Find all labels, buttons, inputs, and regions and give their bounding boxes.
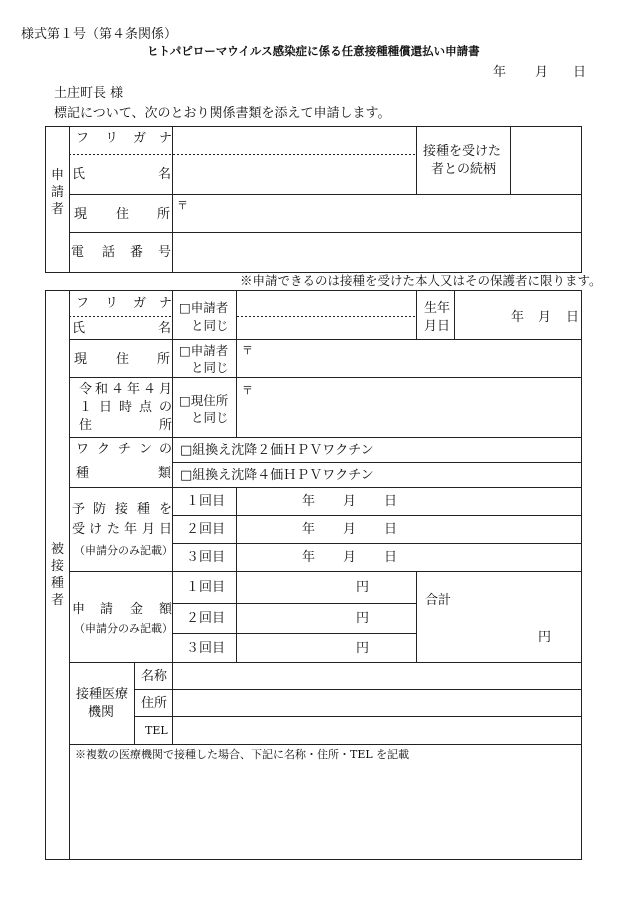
prev-addr-label-10: 点 — [139, 400, 153, 415]
prev-addr-label-13: 所 — [159, 418, 173, 433]
dose-2-label: ２回目 — [186, 522, 226, 537]
amount-2-label: ２回目 — [186, 611, 226, 626]
applicant-section-label-2: 請 — [51, 185, 65, 200]
applicant-furigana-label-4: ナ — [159, 131, 173, 146]
vaccine-label-2: ク — [97, 442, 111, 457]
recipient-section-label-3: 種 — [51, 576, 65, 591]
dose-date-label-5: を — [159, 502, 173, 517]
dose-3-year: 年 — [302, 550, 316, 565]
prev-addr-label-9: 時 — [119, 400, 133, 415]
vaccine-option-bivalent[interactable]: □組換え沈降２価ＨＰＶワクチン — [180, 443, 374, 458]
date-day-label: 日 — [573, 65, 587, 80]
form-title: ヒトパピローマウイルス感染症に係る任意接種種償還払い申請書 — [147, 44, 480, 58]
prev-addr-label-11: の — [159, 400, 173, 415]
dose-date-label-3: 接 — [115, 502, 129, 517]
prev-addr-label-12: 住 — [79, 418, 93, 433]
applicant-furigana-label-3: ガ — [133, 131, 147, 146]
dose-date-label-8: た — [107, 522, 121, 537]
prev-same-checkbox[interactable]: □現住所 — [179, 393, 229, 408]
dose-3-month: 月 — [343, 550, 357, 565]
clinic-name-label: 名称 — [141, 669, 168, 684]
recipient-furigana-label-1: フ — [76, 296, 90, 311]
amount-label-1: 申 — [72, 602, 86, 617]
vaccine-option-quadrivalent[interactable]: □組換え沈降４価ＨＰＶワクチン — [180, 468, 374, 483]
recipient-birth-month: 月 — [538, 310, 552, 325]
dose-2-day: 日 — [384, 522, 398, 537]
vaccine-label-1: ワ — [76, 442, 90, 457]
recipient-address-label-3: 所 — [157, 352, 171, 367]
recipient-furigana-label-3: ガ — [133, 296, 147, 311]
vaccine-label-3: チ — [118, 442, 132, 457]
applicant-relation-label-1: 接種を受けた — [423, 144, 502, 159]
clinic-label-2: 機関 — [88, 705, 115, 720]
recipient-same-as-applicant-checkbox[interactable]: □申請者 — [179, 300, 229, 315]
clinic-tel-label: TEL — [145, 724, 168, 737]
footer-note: ※複数の医療機関で接種した場合、下記に名称・住所・TEL を記載 — [75, 748, 410, 761]
prev-addr-label-4: 年 — [127, 382, 141, 397]
recipient-birth-label-2: 月日 — [424, 319, 451, 334]
recipient-postal-mark-1: 〒 — [242, 344, 253, 357]
applicant-address-label-3: 所 — [157, 207, 171, 222]
dose-date-label-10: 月 — [142, 522, 156, 537]
applicant-phone-label-4: 号 — [158, 245, 172, 260]
prev-addr-label-6: 月 — [159, 382, 173, 397]
recipient-furigana-label-2: リ — [105, 296, 119, 311]
dose-1-month: 月 — [343, 494, 357, 509]
applicant-phone-label-3: 番 — [130, 245, 144, 260]
amount-note: （申請分のみ記載） — [74, 622, 173, 635]
amount-2-yen: 円 — [356, 611, 370, 626]
vaccine-label-5: の — [159, 442, 173, 457]
prev-addr-label-5: ４ — [143, 382, 157, 397]
vaccine-label-4: ン — [139, 442, 153, 457]
prev-addr-label-1: 令 — [79, 382, 93, 397]
amount-3-yen: 円 — [356, 641, 370, 656]
recipient-section-label-1: 被 — [51, 542, 65, 557]
dose-date-label-6: 受 — [72, 522, 86, 537]
amount-1-label: １回目 — [186, 580, 226, 595]
recipient-furigana-label-4: ナ — [159, 296, 173, 311]
dose-3-label: ３回目 — [186, 550, 226, 565]
recipient-address-label-2: 住 — [116, 352, 130, 367]
dose-date-label-4: 種 — [137, 502, 151, 517]
recipient-same-as-applicant-label: と同じ — [191, 318, 229, 333]
recipient-name-label-2: 名 — [158, 321, 172, 336]
applicant-phone-label-2: 話 — [102, 245, 116, 260]
prev-addr-label-8: 日 — [99, 400, 113, 415]
applicant-phone-label-1: 電 — [71, 245, 85, 260]
addressee: 土庄町長 様 — [54, 86, 124, 101]
prev-addr-label-7: １ — [79, 400, 93, 415]
recipient-birth-label-1: 生年 — [424, 301, 451, 316]
applicant-furigana-label-2: リ — [105, 131, 119, 146]
amount-label-4: 額 — [159, 602, 173, 617]
dose-1-label: １回目 — [186, 494, 226, 509]
recipient-addr-same-label: と同じ — [191, 360, 229, 375]
recipient-name-label-1: 氏 — [72, 321, 86, 336]
prev-same-label: と同じ — [191, 410, 229, 425]
prev-addr-label-2: 和 — [95, 382, 109, 397]
applicant-name-label-2: 名 — [158, 167, 172, 182]
applicant-postal-mark: 〒 — [177, 199, 188, 212]
recipient-section-label-4: 者 — [51, 593, 65, 608]
recipient-birth-day: 日 — [566, 310, 580, 325]
clinic-label-1: 接種医療 — [76, 687, 129, 702]
dose-1-year: 年 — [302, 494, 316, 509]
form-number: 様式第１号（第４条関係） — [21, 27, 178, 42]
recipient-address-label-1: 現 — [74, 352, 88, 367]
dose-2-year: 年 — [302, 522, 316, 537]
dose-3-day: 日 — [384, 550, 398, 565]
recipient-birth-year: 年 — [511, 310, 525, 325]
dose-date-label-7: け — [89, 522, 103, 537]
clinic-address-label: 住所 — [141, 696, 168, 711]
total-yen: 円 — [538, 630, 552, 645]
dose-1-day: 日 — [384, 494, 398, 509]
amount-label-2: 請 — [100, 602, 114, 617]
applicant-section-label-3: 者 — [51, 202, 65, 217]
applicant-furigana-label-1: フ — [76, 131, 90, 146]
applicant-note: ※申請できるのは接種を受けた本人又はその保護者に限ります。 — [240, 273, 602, 288]
recipient-postal-mark-2: 〒 — [242, 384, 253, 397]
applicant-table-border — [46, 127, 582, 273]
date-month-label: 月 — [535, 65, 549, 80]
applicant-relation-label-2: 者との続柄 — [431, 162, 497, 177]
dose-date-label-2: 防 — [93, 502, 107, 517]
amount-label-3: 金 — [130, 602, 144, 617]
dose-date-label-1: 予 — [72, 502, 86, 517]
recipient-table-border — [46, 291, 582, 860]
recipient-section-label-2: 接 — [51, 559, 65, 574]
dose-date-label-11: 日 — [159, 522, 173, 537]
dose-date-note: （申請分のみ記載） — [74, 544, 173, 557]
applicant-address-label-2: 住 — [116, 207, 130, 222]
amount-3-label: ３回目 — [186, 641, 226, 656]
dose-date-label-9: 年 — [124, 522, 138, 537]
applicant-section-label-1: 申 — [51, 168, 65, 183]
applicant-address-label-1: 現 — [74, 207, 88, 222]
vaccine-label-7: 類 — [158, 466, 172, 481]
prev-addr-label-3: ４ — [111, 382, 125, 397]
date-year-label: 年 — [493, 65, 507, 80]
vaccine-label-6: 種 — [76, 466, 90, 481]
dose-2-month: 月 — [343, 522, 357, 537]
total-label: 合計 — [425, 593, 452, 608]
applicant-name-label-1: 氏 — [72, 167, 86, 182]
recipient-addr-same-checkbox[interactable]: □申請者 — [179, 343, 229, 358]
intro-text: 標記について、次のとおり関係書類を添えて申請します。 — [54, 106, 391, 121]
amount-1-yen: 円 — [356, 580, 370, 595]
